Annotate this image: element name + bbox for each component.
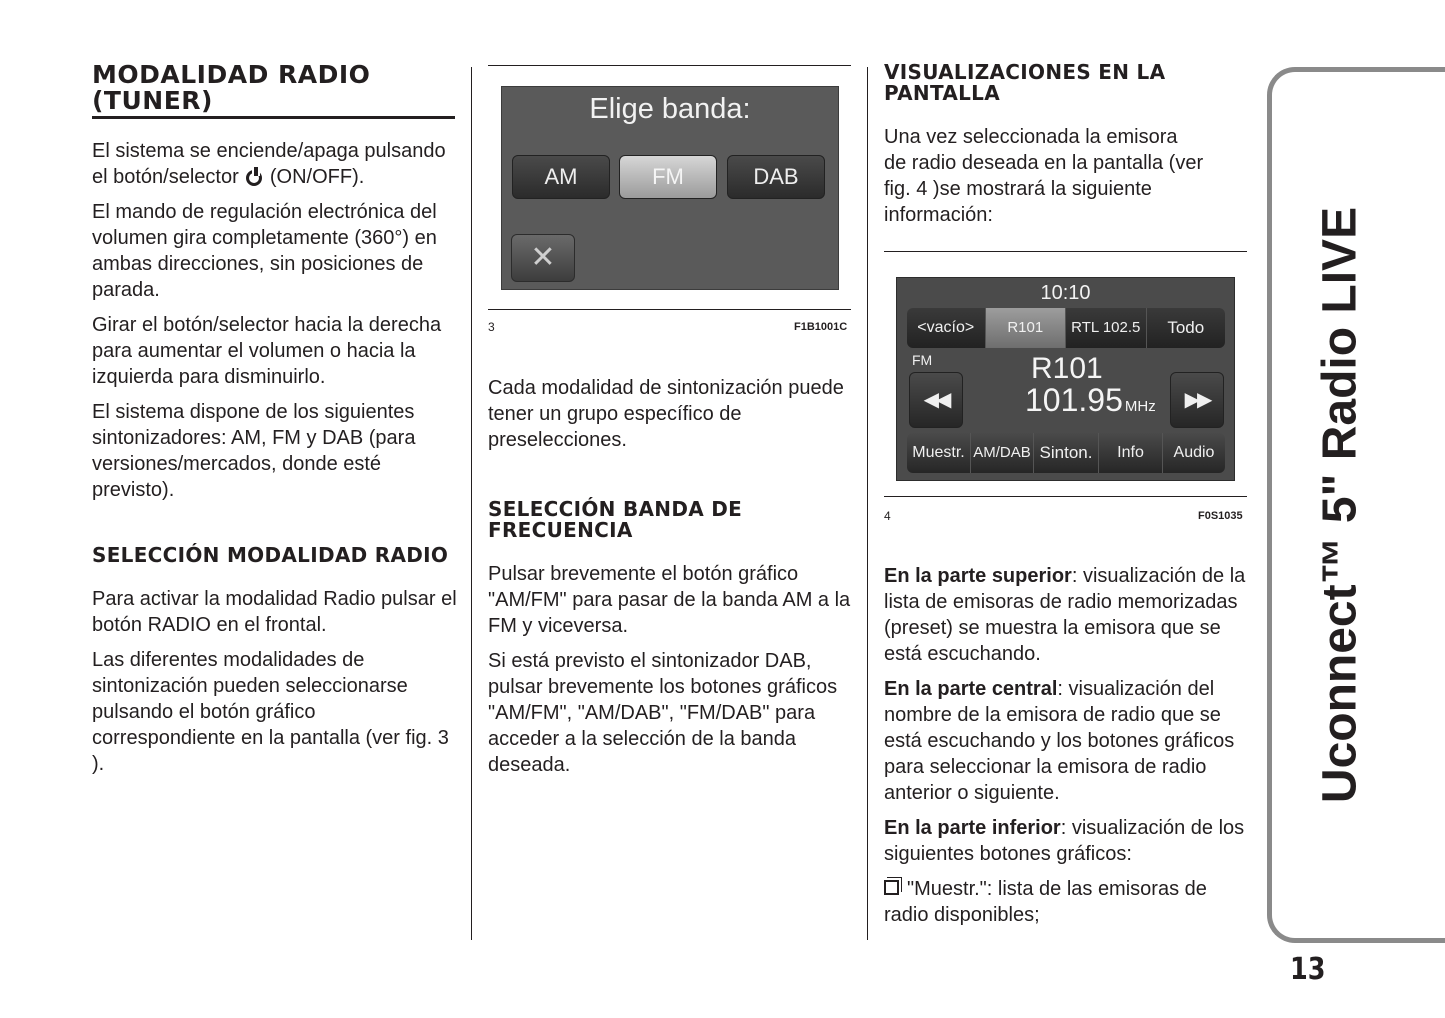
- page-number: 13: [1290, 952, 1326, 987]
- sinton-button[interactable]: Sinton.: [1034, 433, 1099, 473]
- previous-station-icon[interactable]: ◀◀: [909, 372, 963, 428]
- preset-button-selected[interactable]: R101: [986, 308, 1067, 348]
- paragraph-text: : visualización del nombre de la emisora de radio que se está escuchando y los botones gráficos para seleccionar la emisora de radio anterior o siguiente.: [884, 678, 1235, 804]
- preset-button[interactable]: <vacío>: [907, 308, 986, 348]
- figure-code: F0S1035: [1198, 510, 1243, 522]
- preset-bar: [907, 308, 1225, 348]
- band-dab-button[interactable]: DAB: [727, 155, 825, 199]
- column-3-lower: [884, 563, 1246, 937]
- figure-top-rule: [884, 251, 1247, 252]
- frequency-readout: [1025, 382, 1156, 419]
- paragraph: El mando de regulación electrónica del volumen gira completamente (360°) en ambas direcciones, sin posiciones de parada.: [92, 201, 437, 301]
- band-indicator: FM: [912, 352, 933, 368]
- clock: 10:10: [1040, 282, 1091, 304]
- section-heading-tuner: MODALIDAD RADIO (TUNER): [92, 60, 371, 115]
- bold-term: En la parte superior: [884, 565, 1072, 587]
- figure-3-band-selection: [501, 86, 839, 290]
- power-icon: [246, 170, 262, 186]
- info-button[interactable]: Info: [1099, 433, 1163, 473]
- figure-code: F1B1001C: [794, 321, 848, 333]
- section-heading-banda-frecuencia: SELECCIÓN BANDA DE FRECUENCIA: [488, 497, 743, 542]
- am-dab-button[interactable]: AM/DAB: [971, 433, 1034, 473]
- paragraph-text: : visualización de la lista de emisoras de radio memorizadas (preset) se muestra la emisora que se está escuchando.: [884, 565, 1246, 665]
- frequency-unit: MHz: [1124, 398, 1156, 415]
- band-selection-title: Elige banda:: [589, 93, 751, 125]
- section-heading-visualizaciones: VISUALIZACIONES EN LA PANTALLA: [884, 60, 1166, 105]
- audio-button[interactable]: Audio: [1163, 433, 1225, 473]
- paragraph: Cada modalidad de sintonización puede tener un grupo específico de preselecciones.: [488, 377, 844, 451]
- paragraph: Pulsar brevemente el botón gráfico "AM/FM" para pasar de la banda AM a la FM y viceversa.: [488, 563, 851, 637]
- bold-term: En la parte inferior: [884, 817, 1061, 839]
- figure-number: 3: [488, 320, 495, 334]
- section-heading-seleccion-modalidad: SELECCIÓN MODALIDAD RADIO: [92, 543, 449, 567]
- paragraph: El sistema dispone de los siguientes sintonizadores: AM, FM y DAB (para versiones/mercados, donde esté previsto).: [92, 401, 416, 501]
- bullet-item: [884, 876, 1246, 928]
- paragraph: [92, 138, 457, 190]
- preset-button[interactable]: RTL 102.5: [1066, 308, 1147, 348]
- bold-term: En la parte central: [884, 678, 1058, 700]
- muestr-button[interactable]: Muestr.: [907, 433, 971, 473]
- paragraph: Girar el botón/selector hacia la derecha para aumentar el volumen o hacia la izquierda para disminuirlo.: [92, 314, 442, 388]
- bottom-button-bar: [907, 433, 1225, 473]
- band-fm-button[interactable]: FM: [619, 155, 717, 199]
- station-name: R101: [1031, 352, 1103, 385]
- paragraph-text: (ON/OFF).: [269, 166, 365, 188]
- close-icon[interactable]: ✕: [511, 234, 575, 282]
- frequency-value: 101.95: [1025, 382, 1123, 418]
- next-station-icon[interactable]: ▶▶: [1170, 372, 1224, 428]
- preset-all-button[interactable]: Todo: [1147, 308, 1226, 348]
- paragraph: Las diferentes modalidades de sintonización pueden seleccionarse pulsando el botón gráfico correspondiente en la pantalla (ver fig. 3 ).: [92, 649, 449, 775]
- chapter-title: Uconnect™ 5" Radio LIVE: [1313, 206, 1367, 804]
- column-divider-2: [867, 67, 868, 940]
- bullet-text: "Muestr.": lista de las emisoras de radio disponibles;: [884, 878, 1207, 926]
- paragraph-text: El sistema se enciende/apaga pulsando el botón/selector: [92, 140, 446, 188]
- figure-number: 4: [884, 509, 891, 523]
- figure-caption-rule: [884, 496, 1247, 497]
- paragraph-text: : visualización de los siguientes botones gráficos:: [884, 817, 1245, 865]
- column-divider-1: [471, 67, 472, 940]
- paragraph: Una vez seleccionada la emisora de radio deseada en la pantalla (ver fig. 4 )se mostrará la siguiente información:: [884, 126, 1204, 226]
- checkbox-bullet-icon: [884, 880, 899, 895]
- column-1: [92, 62, 457, 786]
- paragraph: [884, 676, 1246, 806]
- band-am-button[interactable]: AM: [512, 155, 610, 199]
- paragraph: [884, 563, 1246, 667]
- column-3: [884, 62, 1246, 237]
- figure-caption-rule: [488, 309, 851, 310]
- column-2: [488, 375, 853, 787]
- paragraph: [884, 815, 1246, 867]
- paragraph: Para activar la modalidad Radio pulsar el botón RADIO en el frontal.: [92, 588, 457, 636]
- paragraph: Si está previsto el sintonizador DAB, pulsar brevemente los botones gráficos "AM/FM", "AM/DAB", "FM/DAB" para acceder a la selección de la banda deseada.: [488, 650, 838, 776]
- figure-4-radio-display: [896, 277, 1235, 481]
- figure-top-rule: [488, 65, 851, 66]
